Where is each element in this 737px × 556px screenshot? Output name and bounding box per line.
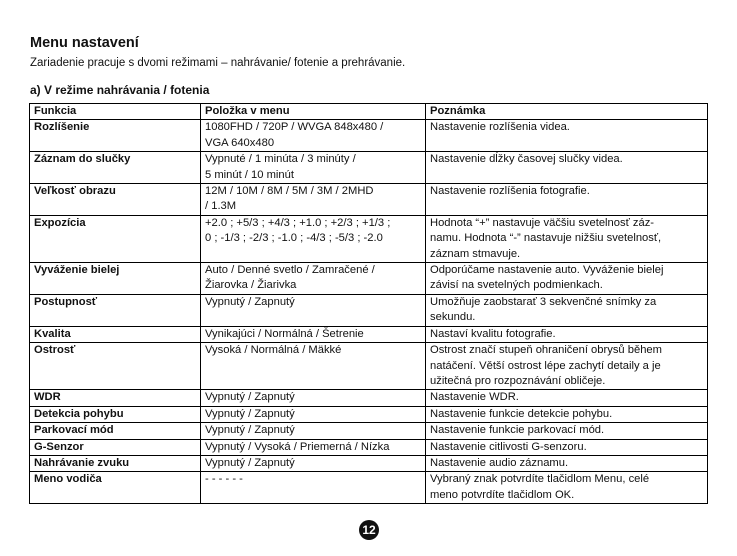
row-note: Nastavenie audio záznamu. <box>426 455 708 471</box>
row-function: Kvalita <box>30 326 201 342</box>
row-function: Záznam do slučky <box>30 152 201 184</box>
row-menu-item: Vypnutý / Zapnutý <box>201 390 426 406</box>
table-row <box>30 294 708 326</box>
row-menu-item: Vysoká / Normálná / Mäkké <box>201 343 426 390</box>
row-note: Nastavenie WDR. <box>426 390 708 406</box>
page-number-badge: 12 <box>359 520 379 540</box>
row-function: Nahrávanie zvuku <box>30 455 201 471</box>
row-note: Nastaví kvalitu fotografie. <box>426 326 708 342</box>
table-row <box>30 184 708 216</box>
row-function: WDR <box>30 390 201 406</box>
row-note: Hodnota “+” nastavuje väčšiu svetelnosť záz- namu. Hodnota “-” nastavuje nižšiu svetelnosť, záznam stmavuje. <box>426 215 708 262</box>
table-row <box>30 152 708 184</box>
table-row <box>30 215 708 262</box>
table-row <box>30 455 708 471</box>
table-row <box>30 406 708 422</box>
table-row <box>30 472 708 504</box>
row-menu-item: Vypnutý / Zapnutý <box>201 455 426 471</box>
page-title: Menu nastavení <box>30 35 139 51</box>
row-note: Nastavenie rozlíšenia videa. <box>426 120 708 152</box>
table-row <box>30 326 708 342</box>
row-note: Nastavenie funkcie detekcie pohybu. <box>426 406 708 422</box>
row-function: Meno vodiča <box>30 472 201 504</box>
row-menu-item: Vypnutý / Zapnutý <box>201 294 426 326</box>
table-row <box>30 390 708 406</box>
row-menu-item: Vypnuté / 1 minúta / 3 minúty / 5 minút / 10 minút <box>201 152 426 184</box>
table-row <box>30 263 708 295</box>
row-menu-item: - - - - - - <box>201 472 426 504</box>
row-function: G-Senzor <box>30 439 201 455</box>
row-menu-item: Vypnutý / Zapnutý <box>201 423 426 439</box>
table-row <box>30 343 708 390</box>
row-note: Nastavenie dĺžky časovej slučky videa. <box>426 152 708 184</box>
table-row <box>30 423 708 439</box>
row-function: Expozícia <box>30 215 201 262</box>
row-menu-item: 12M / 10M / 8M / 5M / 3M / 2MHD / 1.3M <box>201 184 426 216</box>
row-function: Postupnosť <box>30 294 201 326</box>
row-function: Vyváženie bielej <box>30 263 201 295</box>
row-function: Rozlíšenie <box>30 120 201 152</box>
row-note: Vybraný znak potvrdíte tlačidlom Menu, celé meno potvrdíte tlačidlom OK. <box>426 472 708 504</box>
row-note: Nastavenie rozlíšenia fotografie. <box>426 184 708 216</box>
header-function: Funkcia <box>30 104 201 120</box>
section-heading: a) V režime nahrávania / fotenia <box>30 83 210 97</box>
table-row <box>30 439 708 455</box>
row-function: Parkovací mód <box>30 423 201 439</box>
row-function: Detekcia pohybu <box>30 406 201 422</box>
row-menu-item: Vypnutý / Zapnutý <box>201 406 426 422</box>
settings-table <box>29 103 708 504</box>
header-note: Poznámka <box>426 104 708 120</box>
intro-text: Zariadenie pracuje s dvomi režimami – nahrávanie/ fotenie a prehrávanie. <box>30 57 406 69</box>
row-function: Ostrosť <box>30 343 201 390</box>
row-note: Nastavenie citlivosti G-senzoru. <box>426 439 708 455</box>
row-function: Veľkosť obrazu <box>30 184 201 216</box>
row-note: Ostrost značí stupeň ohraničení obrysů během natáčení. Větší ostrost lépe zachytí detaily a je užitečná pro rozpoznávání obličeje. <box>426 343 708 390</box>
row-menu-item: 1080FHD / 720P / WVGA 848x480 / VGA 640x480 <box>201 120 426 152</box>
row-note: Umožňuje zaobstarať 3 sekvenčné snímky za sekundu. <box>426 294 708 326</box>
row-menu-item: +2.0 ; +5/3 ; +4/3 ; +1.0 ; +2/3 ; +1/3 ; 0 ; -1/3 ; -2/3 ; -1.0 ; -4/3 ; -5/3 ; -2.0 <box>201 215 426 262</box>
row-note: Odporúčame nastavenie auto. Vyváženie bielej závisí na svetelných podmienkach. <box>426 263 708 295</box>
row-note: Nastavenie funkcie parkovací mód. <box>426 423 708 439</box>
row-menu-item: Vypnutý / Vysoká / Priemerná / Nízka <box>201 439 426 455</box>
table-row <box>30 120 708 152</box>
row-menu-item: Vynikajúci / Normálná / Šetrenie <box>201 326 426 342</box>
row-menu-item: Auto / Denné svetlo / Zamračené / Žiarovka / Žiarivka <box>201 263 426 295</box>
header-menu-item: Položka v menu <box>201 104 426 120</box>
table-header-row <box>30 104 708 120</box>
